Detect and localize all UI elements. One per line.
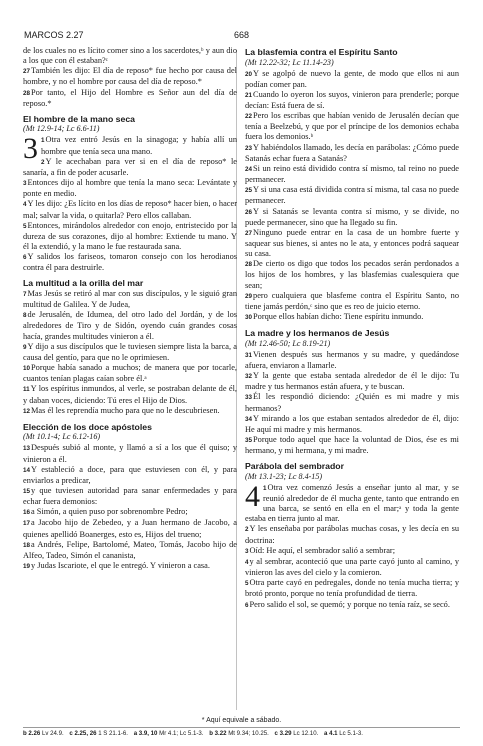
cross-reference-text: Lc 5.1-3. (339, 730, 363, 737)
verse (245, 350, 459, 371)
verse-text: Pero los escribas que habían venido de Jerusalén decían que tenía a Beelzebú, y que por el príncipe de los demonios echaba fuera los demonios.ᵇ (245, 111, 459, 142)
cross-reference-key: a 4.1 (323, 730, 338, 737)
verse (245, 164, 459, 185)
verse-text: Y les dijo: ¿Es lícito en los días de reposo* hacer bien, o hacer mal; salvar la vida, o quitarla? Pero ellos callaban. (23, 199, 237, 220)
verse-number: 34 (245, 415, 253, 423)
cross-reference-key: c 2.25, 26 (69, 730, 97, 737)
verse-number: 27 (23, 68, 31, 76)
verse (23, 289, 237, 310)
verse-number: 13 (23, 445, 31, 453)
verse-number: 20 (245, 70, 253, 78)
verse-text: Después subió al monte, y llamó a sí a los que él quiso; y vinieron a él. (23, 443, 237, 464)
verse (23, 88, 237, 109)
verse-text: Porque ellos habían dicho: Tiene espíritu inmundo. (253, 312, 424, 322)
verse-number: 2 (41, 158, 45, 166)
verse-number: 17 (23, 520, 31, 528)
verse-text: Y dijo a sus discípulos que le tuviesen siempre lista la barca, a causa del gentío, para que no le oprimiesen. (23, 341, 237, 362)
parallel-references: (Mt 12.22-32; Lc 11.14-23) (245, 57, 334, 67)
cross-reference-text: 1 S 21.1-6. (98, 730, 128, 737)
cross-reference (69, 730, 128, 737)
verse-text: Si un reino está dividido contra sí mismo, tal reino no puede permanecer. (245, 163, 459, 185)
verse (23, 178, 237, 199)
verse-text: Otra vez entró Jesús en la sinagoga; y había allí un hombre que tenía seca una mano. (41, 135, 237, 156)
chapter-number: 3 (23, 132, 38, 166)
verse-number: 30 (245, 314, 253, 322)
section-heading: Elección de los doce apóstoles (23, 421, 152, 432)
verse (23, 443, 237, 464)
verse (245, 312, 459, 323)
footnote-rule (23, 727, 460, 728)
verse-text: a Andrés, Felipe, Bartolomé, Mateo, Tomás, Jacobo hijo de Alfeo, Tadeo, Simón el cananista, (23, 539, 237, 560)
verse-text: a Jacobo hijo de Zebedeo, y a Juan hermano de Jacobo, a quienes apellidó Boanerges, esto es, Hijos del trueno; (23, 518, 237, 539)
verse-text: Por tanto, el Hijo del Hombre es Señor aun del día de reposo.* (23, 87, 237, 108)
verse-text: Otra vez comenzó Jesús a enseñar junto al mar, y se reunió alrededor de él mucha gente, tanto que entrando en una barca, se sentó en ella en el mar;ᵃ y toda la gente estaba en tierra junto al mar. (245, 482, 459, 524)
verse-text: Oíd: He aquí, el sembrador salió a sembrar; (249, 545, 396, 555)
verse (245, 185, 459, 206)
verse-text: Mas Jesús se retiró al mar con sus discípulos, y le siguió gran multitud de Galilea. Y de Judea, (23, 288, 237, 310)
verse-text: Y los espíritus inmundos, al verle, se postraban delante de él, y daban voces, diciendo: Tú eres el Hijo de Dios. (23, 384, 237, 405)
verse (245, 111, 459, 142)
verse-number: 28 (245, 261, 253, 269)
verse-number: 5 (23, 222, 27, 230)
cross-references (23, 730, 460, 738)
verse-number: 6 (23, 254, 27, 262)
verse (245, 557, 459, 578)
cross-reference (324, 730, 363, 737)
verse (23, 363, 237, 384)
verse (23, 132, 237, 166)
left-column (23, 46, 237, 572)
verse-text: Y la gente que estaba sentada alrededor de él le dijo: Tu madre y tus hermanos están afuera, y te buscan. (245, 371, 459, 392)
section-heading: El hombre de la mano seca (23, 113, 136, 124)
verse-text: Porque todo aquel que hace la voluntad de Dios, ése es mi hermano, y mi hermana, y mi madre. (245, 435, 459, 456)
verse-number: 1 (41, 137, 45, 145)
verse (245, 259, 459, 290)
verse-text: a Simón, a quien puso por sobrenombre Pedro; (31, 507, 188, 517)
verse-number: 21 (245, 91, 253, 99)
verse-number: 15 (23, 487, 31, 495)
cross-reference-key: b 2.26 (23, 730, 41, 737)
verse-text: Cuando lo oyeron los suyos, vinieron para prenderle; porque decían: Está fuera de sí. (245, 89, 459, 110)
verse-text: Y si Satanás se levanta contra sí mismo, y se divide, no puede permanecer, sino que ha llegado su fin. (245, 206, 459, 227)
verse-text: Y si una casa está dividida contra sí misma, tal casa no puede permanecer. (245, 185, 459, 206)
cross-reference-text: Mr 4.1; Lc 5.1-3. (159, 730, 204, 737)
verse (245, 228, 459, 259)
verse-number: 25 (245, 187, 253, 195)
verse-text: También les dijo: El día de reposo* fue hecho por causa del hombre, y no el hombre por causa del día de reposo.* (23, 66, 237, 87)
page-number: 668 (233, 30, 250, 40)
verse-number: 11 (23, 386, 30, 394)
verse-number: 29 (245, 292, 253, 300)
verse (23, 66, 237, 87)
verse-text: Vienen después sus hermanos y su madre, y quedándose afuera, enviaron a llamarle. (245, 349, 459, 370)
verse-text: y al sembrar, aconteció que una parte cayó junto al camino, y vinieron las aves del cielo y la comieron. (245, 556, 459, 578)
verse-number: 5 (245, 580, 249, 588)
verse (23, 46, 237, 66)
verse (23, 507, 237, 518)
verse (245, 600, 459, 611)
verse (23, 486, 237, 507)
verse-number: 10 (23, 365, 31, 373)
section-heading: La madre y los hermanos de Jesús (245, 328, 390, 339)
verse (245, 524, 459, 545)
verse-text: y que tuviesen autoridad para sanar enfermedades y para echar fuera demonios: (23, 485, 237, 507)
cross-reference (23, 730, 64, 737)
verse-number: 3 (23, 180, 27, 188)
cross-reference-key: b 3.22 (209, 730, 227, 737)
verse (245, 479, 459, 525)
verse-number: 27 (245, 229, 253, 237)
verse (245, 414, 459, 435)
section-heading: La multitud a la orilla del mar (23, 278, 144, 289)
cross-reference-key: a 3.9, 10 (133, 730, 158, 737)
verse (23, 199, 237, 220)
verse-number: 32 (245, 373, 253, 381)
verse (245, 546, 459, 557)
verse-text: Él les respondió diciendo: ¿Quién es mi madre y mis hermanos? (245, 392, 459, 413)
verse-text: y Judas Iscariote, el que le entregó. Y vinieron a casa. (31, 561, 210, 571)
verse-text: Y mirando a los que estaban sentados alrededor de él, dijo: He aquí mi madre y mis hermanos. (245, 413, 459, 434)
verse-number: 12 (23, 407, 31, 415)
verse-number: 9 (23, 343, 27, 351)
verse-text: Y les enseñaba por parábolas muchas cosas, y les decía en su doctrina: (245, 524, 459, 545)
verse-number: 3 (245, 547, 249, 555)
parallel-references: (Mt 12.9-14; Lc 6.6-11) (23, 124, 100, 134)
verse-text: Y estableció a doce, para que estuviesen con él, y para enviarlos a predicar, (23, 464, 237, 485)
verse-number: 22 (245, 113, 253, 121)
verse-number: 19 (23, 563, 31, 571)
verse (23, 561, 237, 572)
verse-text: Porque había sanado a muchos; de manera que por tocarle, cuantos tenían plagas caían sobre él.ᵃ (23, 363, 237, 384)
verse-text: De cierto os digo que todos los pecados serán perdonados a los hijos de los hombres, y las blasfemias cualesquiera que sean; (245, 259, 459, 290)
verse-text: Pero salido el sol, se quemó; y porque no tenía raíz, se secó. (249, 599, 450, 609)
verse (245, 392, 459, 413)
verse-text: Ninguno puede entrar en la casa de un hombre fuerte y saquear sus bienes, si antes no le ata, y entonces podrá saquear su casa. (245, 227, 459, 259)
verse-text: Y habiéndolos llamado, les decía en parábolas: ¿Cómo puede Satanás echar fuera a Satanás? (245, 142, 459, 163)
verse-number: 28 (23, 89, 31, 97)
verse (245, 578, 459, 599)
verse-number: 4 (23, 201, 27, 209)
verse (245, 90, 459, 111)
verse-number: 1 (263, 484, 267, 492)
verse (23, 157, 237, 178)
verse-number: 7 (23, 290, 27, 298)
chapter-number: 4 (245, 479, 260, 513)
verse-text: de Jerusalén, de Idumea, del otro lado del Jordán, y de los alrededores de Tiro y de Sidón, oyendo cuán grandes cosas hacía, grandes multitudes vinieron a él. (23, 310, 237, 341)
verse (23, 384, 237, 405)
verse (245, 291, 459, 312)
verse-text: Otra parte cayó en pedregales, donde no tenía mucha tierra; y brotó pronto, porque no tenía profundidad de tierra. (245, 578, 459, 599)
verse-number: 16 (23, 509, 31, 517)
verse (23, 252, 237, 273)
verse-text: pero cualquiera que blasfeme contra el Espíritu Santo, no tiene jamás perdón,ᶜ sino que es reo de juicio eterno. (245, 290, 459, 311)
verse (245, 207, 459, 228)
verse-number: 8 (23, 312, 27, 320)
verse-number: 24 (245, 165, 253, 173)
cross-reference-text: Mt 9.34; 10.25. (228, 730, 269, 737)
cross-reference (275, 730, 319, 737)
verse-number: 33 (245, 394, 253, 402)
verse (245, 69, 459, 90)
verse (23, 406, 237, 417)
verse-text: de los cuales no es lícito comer sino a los sacerdotes,ᵇ y aun dio a los que con él estaban?ᶜ (23, 46, 237, 66)
verse-text: Mas él les reprendía mucho para que no le descubriesen. (31, 405, 220, 415)
verse-number: 26 (245, 208, 253, 216)
cross-reference-text: Lc 12.10. (293, 730, 319, 737)
parallel-references: (Mt 13.1-23; Lc 8.4-15) (245, 471, 323, 481)
cross-reference (134, 730, 204, 737)
verse (23, 465, 237, 486)
verse-number: 2 (245, 526, 249, 534)
verse (23, 518, 237, 539)
verse (23, 310, 237, 341)
section-heading: Parábola del sembrador (245, 461, 344, 472)
cross-reference-key: c 3.29 (274, 730, 292, 737)
book-chapter-heading: MARCOS 2.27 (24, 30, 84, 40)
verse-number: 35 (245, 437, 253, 444)
right-column (245, 46, 459, 611)
verse-number: 4 (245, 558, 249, 566)
verse (245, 435, 459, 456)
running-head (24, 30, 459, 42)
verse-number: 23 (245, 144, 253, 152)
verse (245, 371, 459, 392)
parallel-references: (Mt 12.46-50; Lc 8.19-21) (245, 338, 331, 348)
verse (23, 540, 237, 561)
verse (23, 342, 237, 363)
cross-reference (209, 730, 269, 737)
verse-text: Entonces, mirándolos alrededor con enojo, entristecido por la dureza de sus corazones, dijo al hombre: Extiende tu mano. Y él la extendió, y la mano le fue restaurada sana. (23, 220, 237, 251)
footnote: * Aquí equivale a sábado. (201, 717, 282, 724)
verse-number: 14 (23, 466, 31, 474)
verse (245, 143, 459, 164)
verse-number: 31 (245, 351, 253, 359)
cross-reference-text: Lv 24.9. (41, 730, 64, 737)
verse-text: Y se agolpó de nuevo la gente, de modo que ellos ni aun podían comer pan. (245, 68, 459, 89)
verse-text: Entonces dijo al hombre que tenía la mano seca: Levántate y ponte en medio. (23, 178, 237, 199)
parallel-references: (Mt 10.1-4; Lc 6.12-16) (23, 432, 101, 442)
section-heading: La blasfemia contra el Espíritu Santo (245, 47, 398, 57)
verse-number: 6 (245, 601, 249, 609)
verse-text: Y le acechaban para ver si en el día de reposo* le sanaría, a fin de poder acusarle. (23, 156, 237, 177)
verse-text: Y salidos los fariseos, tomaron consejo con los herodianos contra él para destruirle. (23, 252, 237, 273)
verse-number: 18 (23, 541, 31, 549)
verse (23, 221, 237, 252)
